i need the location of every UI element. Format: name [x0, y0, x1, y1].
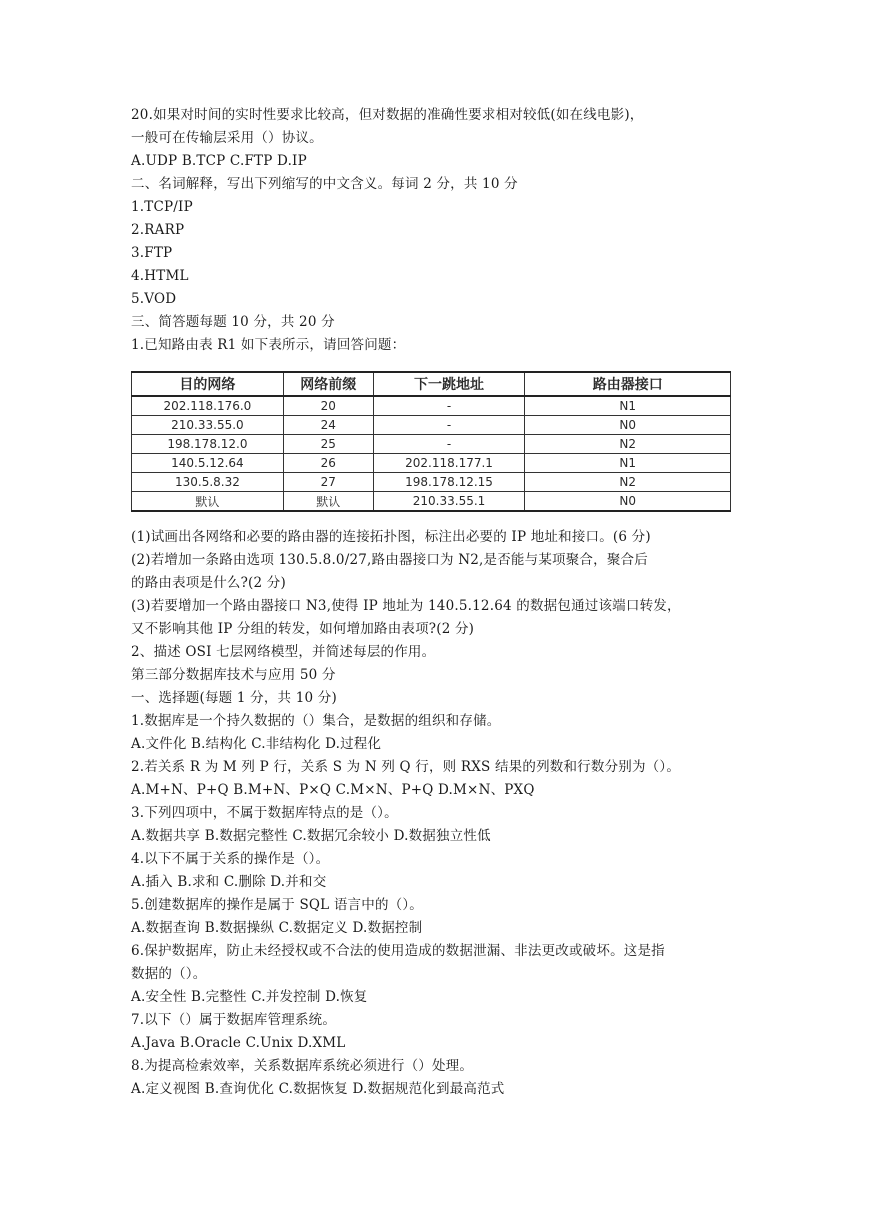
cell-prefix: 默认: [283, 492, 373, 512]
section-heading-choice: 一、选择题(每题 1 分，共 10 分): [131, 690, 337, 706]
table-header-row: [132, 372, 731, 396]
cell-destination: 210.33.55.0: [132, 416, 284, 435]
routing-table: [131, 371, 731, 512]
section-heading-short-answer: 三、简答题每题 10 分，共 20 分: [131, 314, 335, 330]
osi-question: 2、描述 OSI 七层网络模型，并简述每层的作用。: [131, 644, 436, 660]
db-question-6-line-2: 数据的（）。: [131, 966, 207, 982]
cell-destination: 默认: [132, 492, 284, 512]
routing-table-image: [131, 371, 731, 512]
db-question-4-options: A.插入 B.求和 C.删除 D.并和交: [131, 874, 327, 890]
cell-destination: 202.118.176.0: [132, 396, 284, 416]
table-row: [132, 435, 731, 454]
cell-prefix: 26: [283, 454, 373, 473]
table-row: [132, 396, 731, 416]
db-question-7-options: A.Java B.Oracle C.Unix D.XML: [131, 1035, 346, 1051]
table-row: [132, 492, 731, 512]
cell-interface: N2: [525, 435, 731, 454]
cell-interface: N0: [525, 492, 731, 512]
routing-subquestion-2-line-1: (2)若增加一条路由选项 130.5.8.0/27,路由器接口为 N2,是否能与某项聚合，聚合后: [131, 552, 648, 568]
cell-destination: 198.178.12.0: [132, 435, 284, 454]
question-20-line-2: 一般可在传输层采用（）协议。: [131, 130, 323, 146]
routing-subquestion-3-line-2: 又不影响其他 IP 分组的转发，如何增加路由表项?(2 分): [131, 621, 475, 637]
header-interface: 路由器接口: [525, 372, 731, 396]
db-question-8-options: A.定义视图 B.查询优化 C.数据恢复 D.数据规范化到最高范式: [131, 1081, 505, 1097]
term-item: 1.TCP/IP: [131, 199, 193, 215]
db-question-6-options: A.安全性 B.完整性 C.并发控制 D.恢复: [131, 989, 368, 1005]
routing-subquestion-1: (1)试画出各网络和必要的路由器的连接拓扑图，标注出必要的 IP 地址和接口。(6 分): [131, 529, 651, 545]
routing-subquestion-3-line-1: (3)若要增加一个路由器接口 N3,使得 IP 地址为 140.5.12.64 的数据包通过该端口转发，: [131, 598, 681, 614]
cell-prefix: 20: [283, 396, 373, 416]
section-top: [131, 104, 741, 357]
cell-destination: 130.5.8.32: [132, 473, 284, 492]
cell-prefix: 27: [283, 473, 373, 492]
db-question-3-options: A.数据共享 B.数据完整性 C.数据冗余较小 D.数据独立性低: [131, 828, 491, 844]
db-question-1: 1.数据库是一个持久数据的（）集合，是数据的组织和存储。: [131, 713, 501, 729]
cell-interface: N1: [525, 454, 731, 473]
header-next-hop: 下一跳地址: [373, 372, 525, 396]
db-question-3: 3.下列四项中，不属于数据库特点的是（）。: [131, 805, 398, 821]
question-20-options: A.UDP B.TCP C.FTP D.IP: [131, 153, 307, 169]
section-bottom: [131, 526, 741, 1101]
cell-next-hop: -: [373, 435, 525, 454]
cell-next-hop: 202.118.177.1: [373, 454, 525, 473]
question-20-line-1: 20.如果对时间的实时性要求比较高，但对数据的准确性要求相对较低(如在线电影)，: [131, 107, 644, 123]
term-item: 4.HTML: [131, 268, 189, 284]
part-three-heading: 第三部分数据库技术与应用 50 分: [131, 667, 336, 683]
db-question-4: 4.以下不属于关系的操作是（）。: [131, 851, 330, 867]
cell-prefix: 24: [283, 416, 373, 435]
term-item: 5.VOD: [131, 291, 177, 307]
cell-next-hop: 198.178.12.15: [373, 473, 525, 492]
question-routing-intro: 1.已知路由表 R1 如下表所示，请回答问题：: [131, 337, 406, 353]
term-item: 3.FTP: [131, 245, 173, 261]
db-question-5-options: A.数据查询 B.数据操纵 C.数据定义 D.数据控制: [131, 920, 423, 936]
cell-next-hop: 210.33.55.1: [373, 492, 525, 512]
db-question-8: 8.为提高检索效率，关系数据库系统必须进行（）处理。: [131, 1058, 474, 1074]
cell-prefix: 25: [283, 435, 373, 454]
cell-interface: N0: [525, 416, 731, 435]
cell-interface: N2: [525, 473, 731, 492]
db-question-2-options: A.M+N、P+Q B.M+N、P×Q C.M×N、P+Q D.M×N、PXQ: [131, 782, 535, 798]
table-row: [132, 473, 731, 492]
db-question-2: 2.若关系 R 为 M 列 P 行，关系 S 为 N 列 Q 行，则 RXS 结果的列数和行数分别为（）。: [131, 759, 681, 775]
cell-next-hop: -: [373, 396, 525, 416]
db-question-6-line-1: 6.保护数据库，防止未经授权或不合法的使用造成的数据泄漏、非法更改或破坏。这是指: [131, 943, 665, 959]
cell-next-hop: -: [373, 416, 525, 435]
section-heading-terms: 二、名词解释，写出下列缩写的中文含义。每词 2 分，共 10 分: [131, 176, 518, 192]
header-destination: 目的网络: [132, 372, 284, 396]
db-question-5: 5.创建数据库的操作是属于 SQL 语言中的（）。: [131, 897, 423, 913]
db-question-1-options: A.文件化 B.结构化 C.非结构化 D.过程化: [131, 736, 382, 752]
header-prefix: 网络前缀: [283, 372, 373, 396]
term-item: 2.RARP: [131, 222, 185, 238]
db-question-7: 7.以下（）属于数据库管理系统。: [131, 1012, 337, 1028]
exam-page: [131, 104, 741, 1101]
table-row: [132, 454, 731, 473]
cell-interface: N1: [525, 396, 731, 416]
cell-destination: 140.5.12.64: [132, 454, 284, 473]
table-row: [132, 416, 731, 435]
routing-subquestion-2-line-2: 的路由表项是什么?(2 分): [131, 575, 286, 591]
